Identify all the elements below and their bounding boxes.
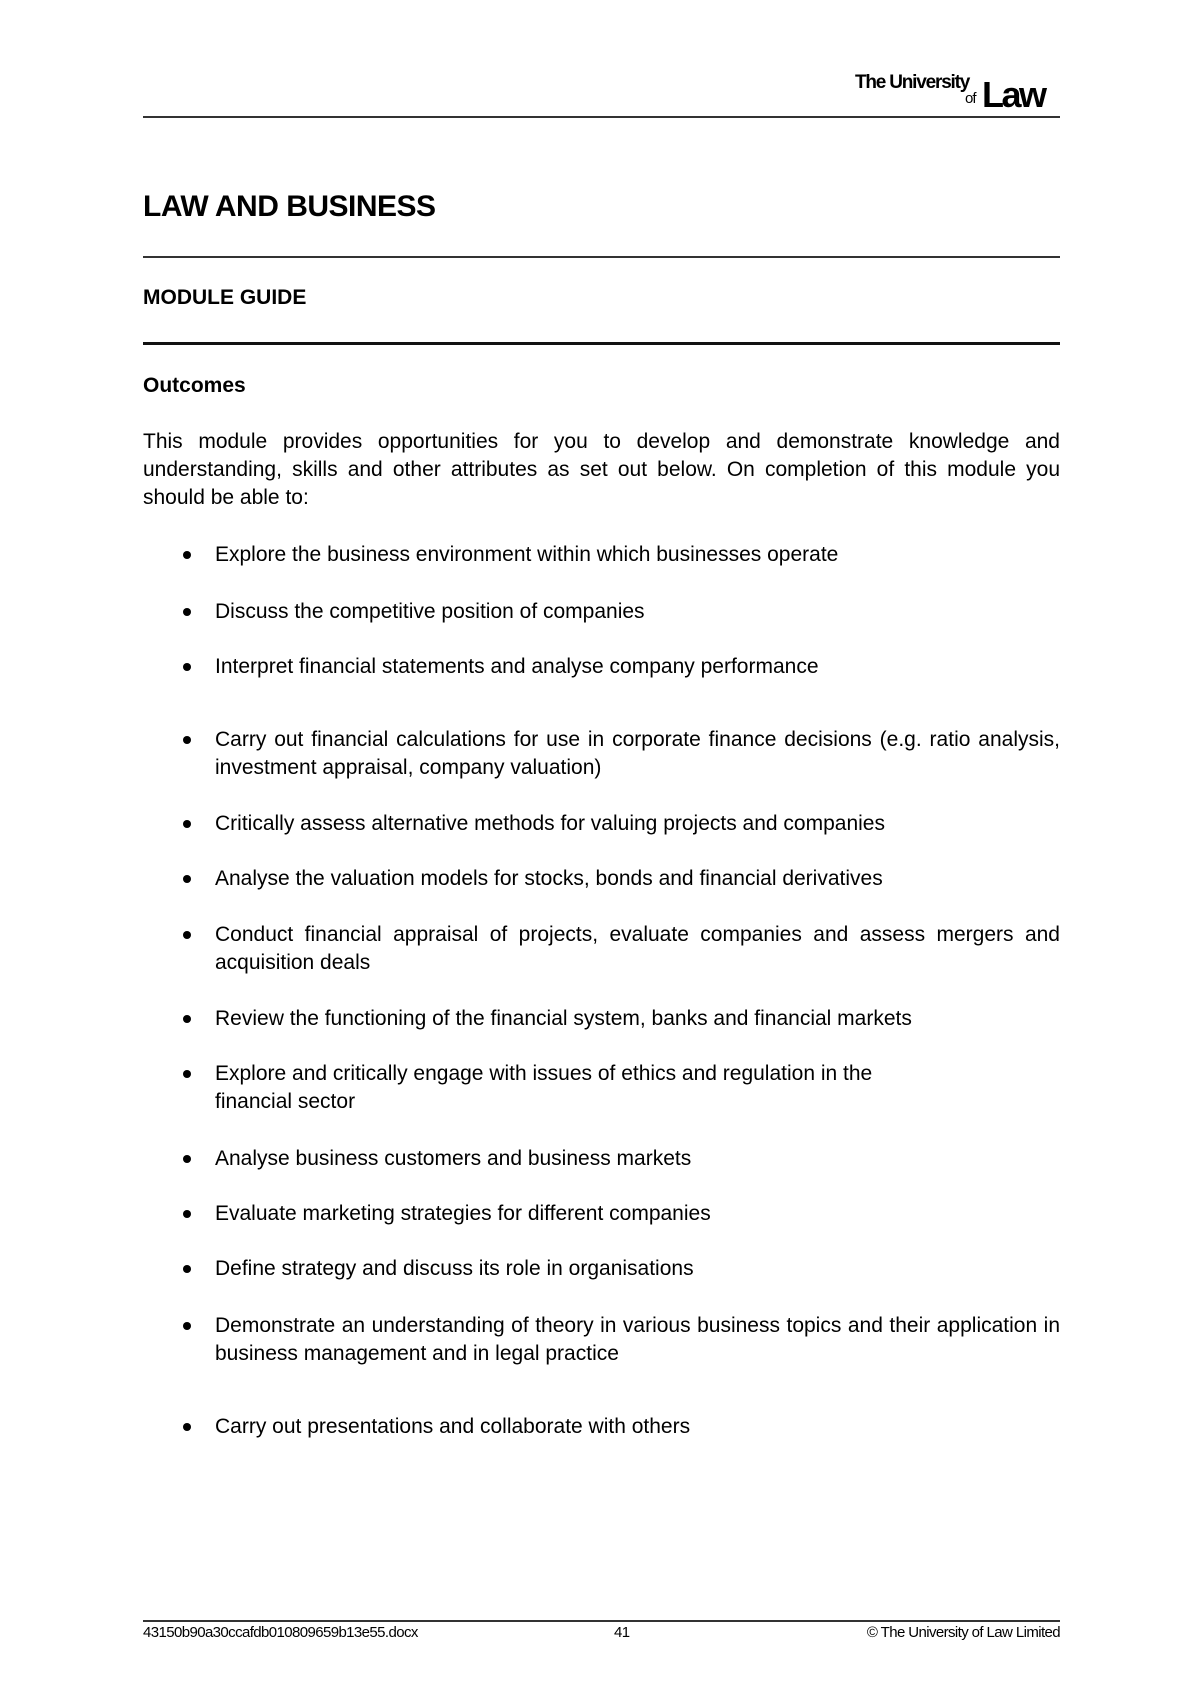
outcome-text: Discuss the competitive position of companies bbox=[215, 600, 645, 623]
outcome-text: Critically assess alternative methods for valuing projects and companies bbox=[215, 812, 885, 835]
title-rule bbox=[143, 256, 1060, 258]
bullet-icon bbox=[183, 1210, 191, 1218]
outcome-item bbox=[183, 1312, 1060, 1368]
outcome-item bbox=[183, 1005, 1060, 1033]
outcome-item bbox=[183, 598, 1060, 626]
outcome-text: Interpret financial statements and analyse company performance bbox=[215, 655, 819, 678]
logo-text-law: Law bbox=[982, 74, 1045, 115]
outcome-text: Conduct financial appraisal of projects, evaluate companies and assess mergers and acquisition deals bbox=[215, 923, 1060, 974]
bullet-icon bbox=[183, 736, 191, 744]
bullet-icon bbox=[183, 1265, 191, 1273]
outcome-text: Explore the business environment within which businesses operate bbox=[215, 543, 839, 566]
bullet-icon bbox=[183, 820, 191, 828]
logo-text-of: of bbox=[965, 90, 976, 107]
outcome-item bbox=[183, 653, 1060, 681]
intro-paragraph: This module provides opportunities for you to develop and demonstrate knowledge and understanding, skills and other attributes as set out below. On completion of this module you should be able to: bbox=[143, 430, 1060, 509]
outcome-item bbox=[183, 1200, 1060, 1228]
outcome-item bbox=[183, 810, 1060, 838]
section-heading: Outcomes bbox=[143, 374, 246, 397]
bullet-icon bbox=[183, 1015, 191, 1023]
subtitle-rule bbox=[143, 342, 1060, 345]
bullet-icon bbox=[183, 1423, 191, 1431]
outcome-item bbox=[183, 541, 1060, 569]
outcome-item bbox=[183, 1255, 1060, 1283]
header-rule bbox=[143, 116, 1060, 118]
outcome-text: Review the functioning of the financial system, banks and financial markets bbox=[215, 1007, 912, 1030]
outcome-item bbox=[183, 1060, 943, 1116]
outcome-item bbox=[183, 1145, 1060, 1173]
footer-rule bbox=[143, 1620, 1060, 1622]
outcome-item bbox=[183, 865, 1060, 893]
bullet-icon bbox=[183, 931, 191, 939]
outcome-item bbox=[183, 726, 1060, 782]
bullet-icon bbox=[183, 875, 191, 883]
outcome-item bbox=[183, 1413, 1060, 1441]
bullet-icon bbox=[183, 1322, 191, 1330]
outcome-text: Evaluate marketing strategies for different companies bbox=[215, 1202, 711, 1225]
outcome-text: Analyse business customers and business markets bbox=[215, 1147, 692, 1170]
bullet-icon bbox=[183, 663, 191, 671]
outcome-text: Analyse the valuation models for stocks, bonds and financial derivatives bbox=[215, 867, 883, 890]
logo-text: The University bbox=[855, 72, 970, 93]
page-subtitle: MODULE GUIDE bbox=[143, 286, 307, 309]
bullet-icon bbox=[183, 551, 191, 559]
footer-copyright: © The University of Law Limited bbox=[866, 1624, 1060, 1641]
bullet-icon bbox=[183, 608, 191, 616]
bullet-icon bbox=[183, 1070, 191, 1078]
outcome-text: Carry out financial calculations for use in corporate finance decisions (e.g. ratio analysis, investment appraisal, company valuation) bbox=[215, 728, 1060, 779]
footer-filename: 43150b90a30ccafdb010809659b13e55.docx bbox=[143, 1624, 418, 1641]
bullet-icon bbox=[183, 1155, 191, 1163]
university-of-law-logo bbox=[855, 72, 1060, 115]
outcome-text: Define strategy and discuss its role in organisations bbox=[215, 1257, 694, 1280]
outcome-item bbox=[183, 921, 1060, 977]
page-title: LAW AND BUSINESS bbox=[143, 190, 436, 223]
outcome-text: Explore and critically engage with issues of ethics and regulation in the financial sector bbox=[215, 1062, 873, 1113]
outcome-text: Demonstrate an understanding of theory in various business topics and their application in business management and in legal practice bbox=[215, 1314, 1060, 1365]
outcome-text: Carry out presentations and collaborate with others bbox=[215, 1415, 691, 1438]
footer-page-number: 41 bbox=[614, 1624, 630, 1641]
